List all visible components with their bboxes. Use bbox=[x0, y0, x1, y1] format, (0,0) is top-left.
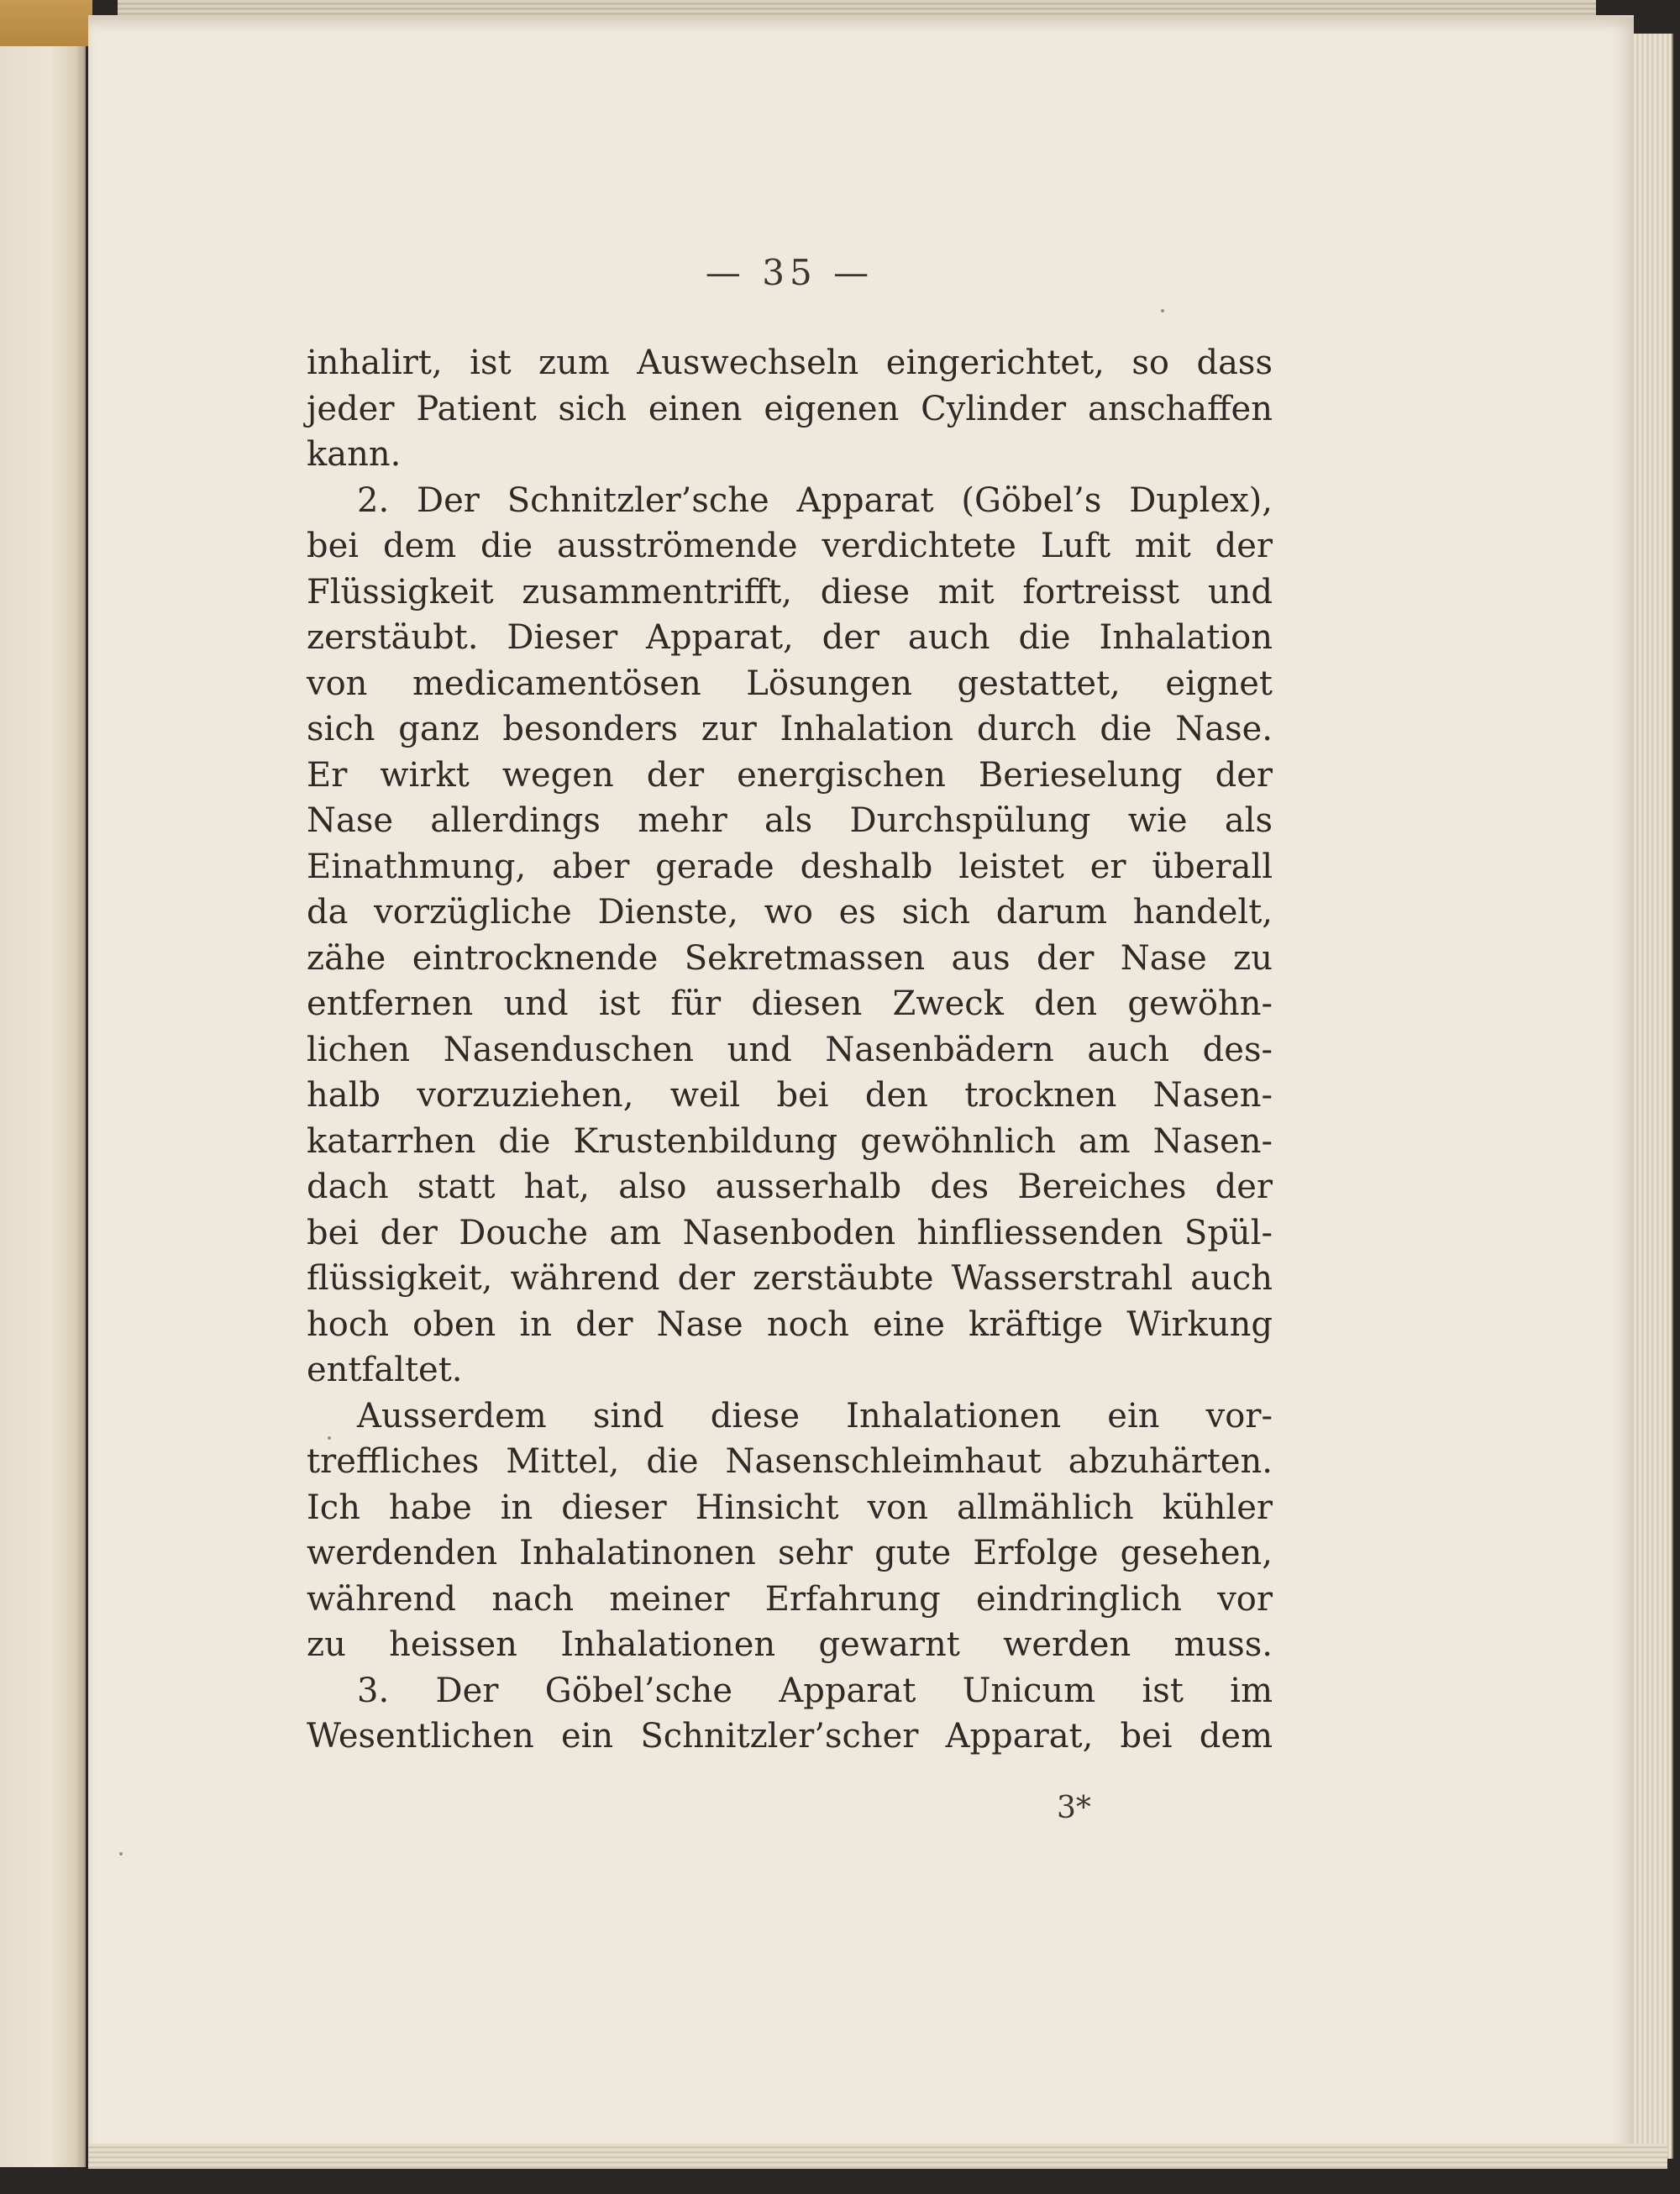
text-line: zu heissen Inhalationen gewarnt werden muss. bbox=[307, 1625, 1273, 1664]
paper-speck bbox=[328, 1436, 331, 1440]
paper-speck bbox=[119, 1852, 123, 1855]
text-line: inhalirt, ist zum Auswechseln eingerichtet, so dass bbox=[307, 344, 1273, 382]
text-line: Flüssigkeit zusammentrifft, diese mit fortreisst und bbox=[307, 572, 1273, 611]
binding-tab bbox=[0, 0, 92, 46]
text-line: Ausserdem sind diese Inhalationen ein vor- bbox=[357, 1396, 1273, 1436]
facing-page-edge bbox=[0, 17, 86, 2167]
text-line: Ich habe in dieser Hinsicht von allmählich kühler bbox=[307, 1488, 1273, 1527]
text-line: dach statt hat, also ausserhalb des Bereiches der bbox=[307, 1168, 1273, 1206]
text-line: jeder Patient sich einen eigenen Cylinder anschaffen bbox=[307, 389, 1273, 428]
stacked-page-edges bbox=[1634, 34, 1673, 2159]
text-line: Einathmung, aber gerade deshalb leistet er überall bbox=[307, 847, 1273, 886]
text-line: bei dem die ausströmende verdichtete Luft mit der bbox=[307, 527, 1273, 565]
signature-mark: 3* bbox=[1057, 1791, 1091, 1825]
text-line: halb vorzuziehen, weil bei den trocknen Nasen- bbox=[307, 1076, 1273, 1115]
text-line: während nach meiner Erfahrung eindringlich vor bbox=[307, 1579, 1273, 1619]
text-line: kann. bbox=[307, 435, 402, 474]
text-line: da vorzügliche Dienste, wo es sich darum handelt, bbox=[307, 893, 1273, 932]
text-line: Nase allerdings mehr als Durchspülung wie als bbox=[307, 801, 1273, 840]
text-line: sich ganz besonders zur Inhalation durch die Nase. bbox=[307, 710, 1273, 748]
paper-speck bbox=[1161, 309, 1164, 312]
text-line: zähe eintrocknende Sekretmassen aus der Nase zu bbox=[307, 938, 1273, 978]
text-line: entfernen und ist für diesen Zweck den gewöhn- bbox=[307, 984, 1273, 1023]
text-line: werdenden Inhalatinonen sehr gute Erfolge gesehen, bbox=[307, 1534, 1273, 1572]
text-line: zerstäubt. Dieser Apparat, der auch die Inhalation bbox=[307, 618, 1273, 657]
text-line: flüssigkeit, während der zerstäubte Wasserstrahl auch bbox=[307, 1259, 1273, 1298]
text-line: Er wirkt wegen der energischen Berieselung der bbox=[307, 755, 1273, 795]
text-line: treffliches Mittel, die Nasenschleimhaut abzuhärten. bbox=[307, 1442, 1273, 1481]
body-text-block bbox=[307, 340, 1273, 1760]
text-line: bei der Douche am Nasenboden hinfliessenden Spül- bbox=[307, 1213, 1273, 1252]
page-number-header: — 35 — bbox=[705, 252, 874, 293]
text-line: hoch oben in der Nase noch eine kräftige Wirkung bbox=[307, 1304, 1273, 1344]
text-line: Wesentlichen ein Schnitzler’scher Apparat, bei dem bbox=[307, 1717, 1273, 1756]
text-line: von medicamentösen Lösungen gestattet, eignet bbox=[307, 664, 1273, 703]
text-line: entfaltet. bbox=[307, 1351, 463, 1389]
text-line: katarrhen die Krustenbildung gewöhnlich am Nasen- bbox=[307, 1121, 1273, 1161]
page-bottom-edge bbox=[88, 2144, 1667, 2169]
text-line: 2. Der Schnitzler’sche Apparat (Göbel’s Duplex), bbox=[357, 480, 1273, 520]
text-line: 3. Der Göbel’sche Apparat Unicum ist im bbox=[357, 1671, 1273, 1710]
text-line: lichen Nasenduschen und Nasenbädern auch des- bbox=[307, 1030, 1273, 1069]
